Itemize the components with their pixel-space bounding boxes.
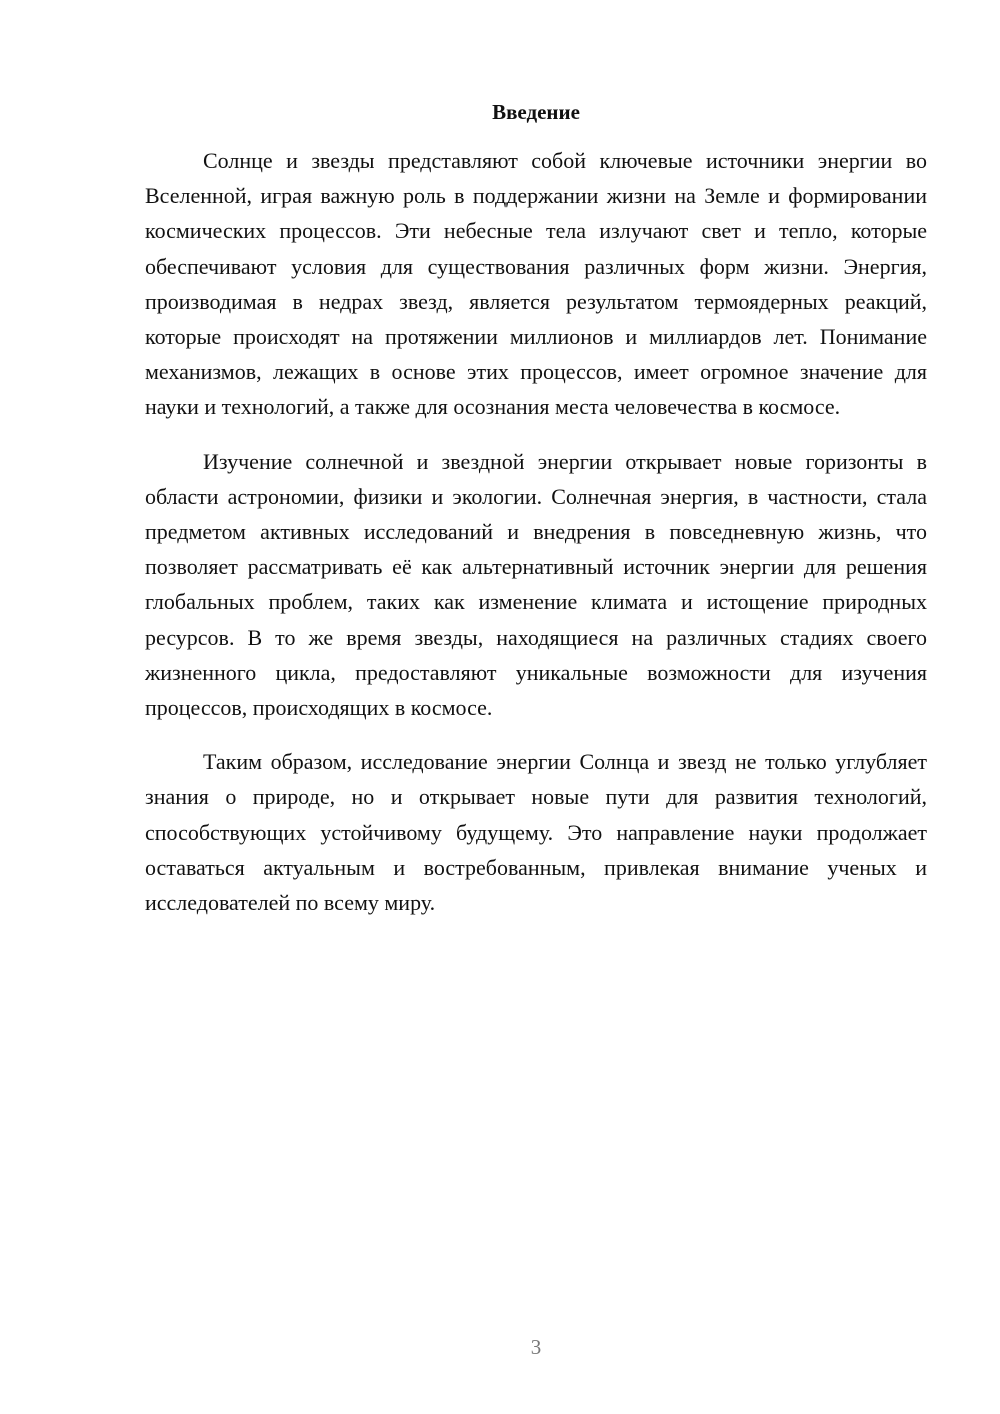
paragraph-1: Солнце и звезды представляют собой ключевые источники энергии во Вселенной, играя важную роль в поддержании жизни на Земле и формировании космических процессов. Эти небесные тела излучают свет и тепло, которые обеспечивают условия для существования различных форм жизни. Энергия, производимая в недрах звезд, является результатом термоядерных реакций, которые происходят на протяжении миллионов и миллиардов лет. Понимание механизмов, лежащих в основе этих процессов, имеет огромное значение для науки и технологий, а также для осознания места человечества в космосе.: [145, 148, 927, 420]
paragraph-3: Таким образом, исследование энергии Солнца и звезд не только углубляет знания о природе, но и открывает новые пути для развития технологий, способствующих устойчивому будущему. Это направление науки продолжает оставаться актуальным и востребованным, привлекая внимание ученых и исследователей по всему миру.: [145, 749, 927, 916]
body-text: [145, 143, 927, 939]
page-title: Введение: [492, 100, 580, 124]
paragraph-2: Изучение солнечной и звездной энергии открывает новые горизонты в области астрономии, физики и экологии. Солнечная энергия, в частности, стала предметом активных исследований и внедрения в повседневную жизнь, что позволяет рассматривать её как альтернативный источник энергии для решения глобальных проблем, таких как изменение климата и истощение природных ресурсов. В то же время звезды, находящиеся на различных стадиях своего жизненного цикла, предоставляют уникальные возможности для изучения процессов, происходящих в космосе.: [145, 448, 927, 721]
page-number: 3: [530, 1335, 542, 1359]
